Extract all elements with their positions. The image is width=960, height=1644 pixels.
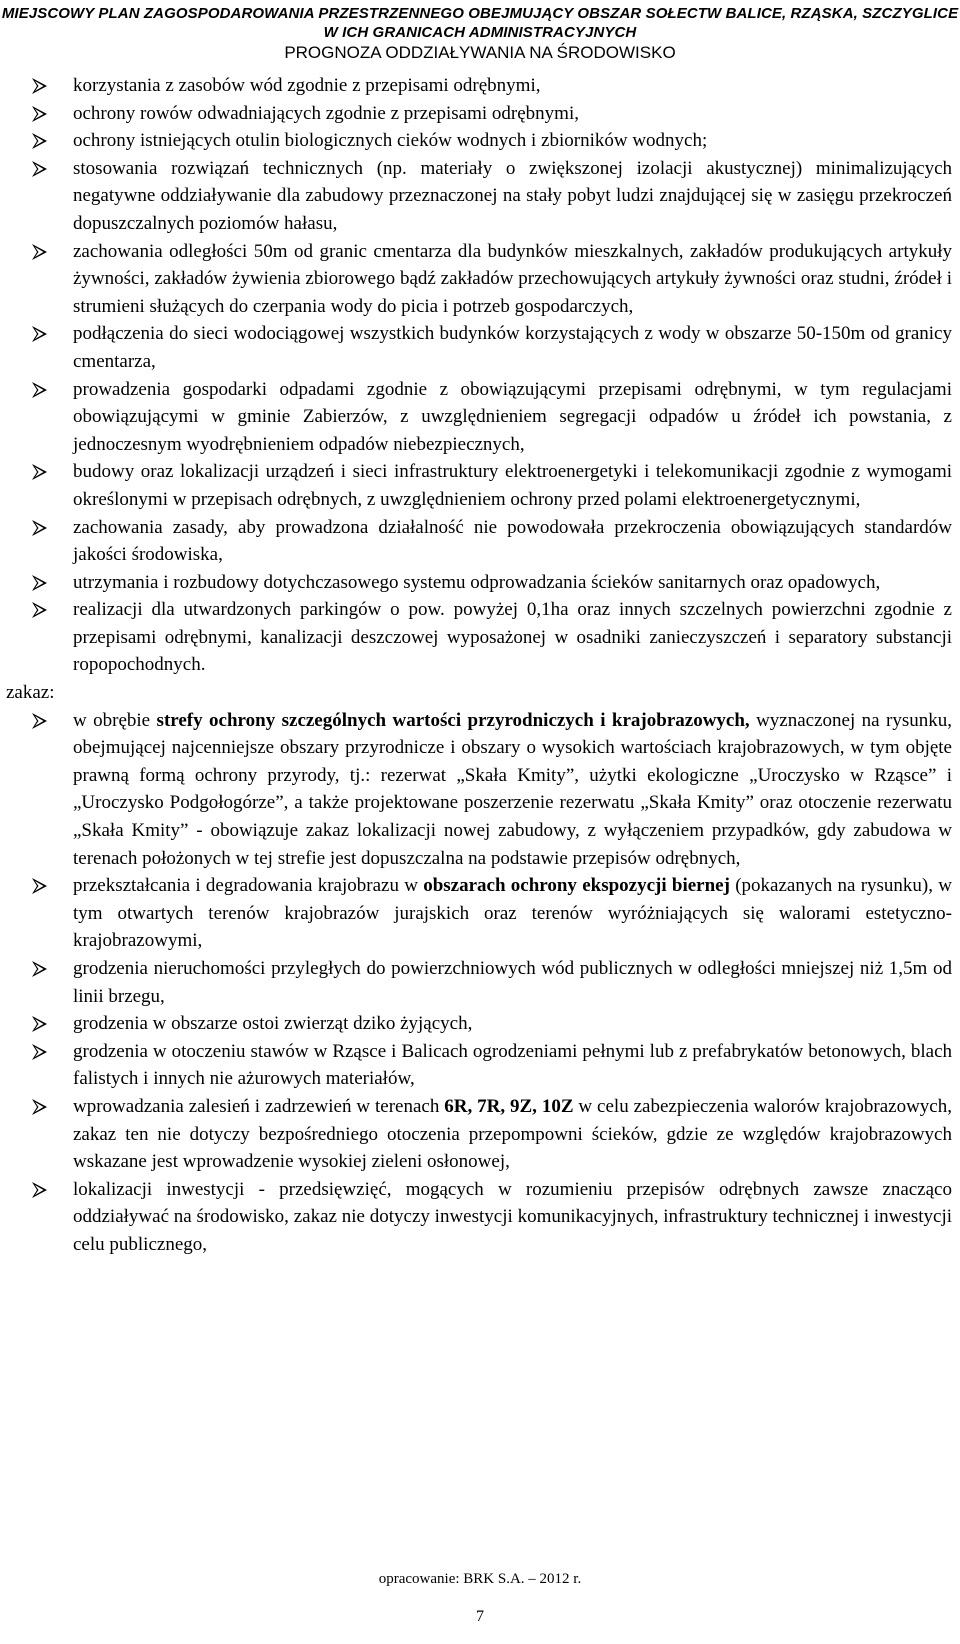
- arrowhead-bullet-icon: [31, 602, 47, 618]
- obligations-list: [0, 72, 960, 679]
- list-item: [0, 596, 960, 679]
- list-item-text: realizacji dla utwardzonych parkingów o pow. powyżej 0,1ha oraz innych szczelnych powierzchni zgodnie z przepisami odrębnymi, kanalizacji deszczowej wyposażonej w osadniki zanieczyszczeń i separatory substancji ropopochodnych.: [73, 599, 952, 676]
- arrowhead-bullet-icon: [31, 713, 47, 729]
- arrowhead-bullet-icon: [31, 382, 47, 398]
- list-item: [0, 155, 960, 238]
- list-item: [0, 100, 960, 128]
- arrowhead-bullet-icon: [31, 575, 47, 591]
- list-item: [0, 320, 960, 375]
- document-header: [0, 4, 960, 62]
- arrowhead-bullet-icon: [31, 161, 47, 177]
- list-item: [0, 707, 960, 873]
- list-item-text: podłączenia do sieci wodociągowej wszystkich budynków korzystających z wody w obszarze 50-150m od granicy cmentarza,: [73, 323, 952, 372]
- emphasized-text: strefy ochrony szczególnych wartości przyrodniczych i krajobrazowych,: [156, 709, 750, 731]
- list-item: [0, 127, 960, 155]
- list-item-text: ochrony rowów odwadniających zgodnie z przepisami odrębnymi,: [73, 102, 579, 124]
- list-item: [0, 72, 960, 100]
- list-item-text: wprowadzania zalesień i zadrzewień w terenach: [73, 1095, 445, 1117]
- arrowhead-bullet-icon: [31, 961, 47, 977]
- arrowhead-bullet-icon: [31, 133, 47, 149]
- arrowhead-bullet-icon: [31, 78, 47, 94]
- list-item-text: w celu zabezpieczenia walorów krajobrazowych, zakaz ten nie dotyczy bezpośredniego otoczenia przepompowni ścieków, gdzie ze względów krajobrazowych wskazane jest wprowadzenie wysokiej zieleni osłonowej,: [73, 1095, 952, 1173]
- arrowhead-bullet-icon: [31, 520, 47, 536]
- arrowhead-bullet-icon: [31, 106, 47, 122]
- header-plan-subtitle: W ICH GRANICACH ADMINISTRACYJNYCH: [323, 24, 637, 41]
- page-number: 7: [476, 1608, 484, 1625]
- prohibitions-list: [0, 707, 960, 1259]
- list-item: [0, 376, 960, 459]
- list-item: [0, 1093, 960, 1176]
- arrowhead-bullet-icon: [31, 878, 47, 894]
- list-item-text: zachowania zasady, aby prowadzona działalność nie powodowała przekroczenia obowiązujących standardów jakości środowiska,: [73, 516, 952, 566]
- list-item: [0, 1010, 960, 1038]
- list-item-text: w obrębie: [73, 709, 157, 731]
- arrowhead-bullet-icon: [31, 1099, 47, 1115]
- list-item: [0, 569, 960, 597]
- header-plan-title: MIEJSCOWY PLAN ZAGOSPODAROWANIA PRZESTRZENNEGO OBEJMUJĄCY OBSZAR SOŁECTW BALICE, RZĄSKA, SZCZYGLICE: [1, 5, 959, 22]
- arrowhead-bullet-icon: [31, 326, 47, 342]
- list-item-text: budowy oraz lokalizacji urządzeń i sieci infrastruktury elektroenergetyki i telekomunikacji zgodnie z wymogami określonymi w przepisach odrębnych, z uwzględnieniem ochrony przed polami elektroenergetycznymi,: [73, 461, 952, 510]
- list-item: [0, 872, 960, 955]
- arrowhead-bullet-icon: [31, 244, 47, 260]
- list-item: [0, 1176, 960, 1259]
- list-item-text: grodzenia w obszarze ostoi zwierząt dziko żyjących,: [73, 1013, 473, 1035]
- arrowhead-bullet-icon: [31, 1182, 47, 1198]
- list-item: [0, 238, 960, 321]
- list-item-text: korzystania z zasobów wód zgodnie z przepisami odrębnymi,: [73, 75, 541, 96]
- list-item-text: lokalizacji inwestycji - przedsięwzięć, mogących w rozumieniu przepisów odrębnych zawsze znacząco oddziaływać na środowisko, zakaz nie dotyczy inwestycji komunikacyjnych, infrastruktury technicznej i inwestycji celu publicznego,: [73, 1178, 952, 1255]
- footer-credit: opracowanie: BRK S.A. – 2012 r.: [378, 1571, 582, 1587]
- list-item-text: utrzymania i rozbudowy dotychczasowego systemu odprowadzania ścieków sanitarnych oraz opadowych,: [73, 571, 881, 593]
- list-item-text: prowadzenia gospodarki odpadami zgodnie z obowiązującymi przepisami odrębnymi, w tym regulacjami obowiązującymi w gminie Zabierzów, z uwzględnieniem segregacji odpadów u źródeł ich powstania, z jednoczesnym wyodrębnieniem odpadów niebezpiecznych,: [73, 378, 952, 455]
- header-section-title: PROGNOZA ODDZIAŁYWANIA NA ŚRODOWISKO: [284, 43, 676, 62]
- list-item-text: stosowania rozwiązań technicznych (np. materiały o zwiększonej izolacji akustycznej) minimalizujących negatywne oddziaływanie dla zabudowy przeznaczonej na stały pobyt ludzi znajdującej się w zasięgu przekroczeń dopuszczalnych poziomów hałasu,: [73, 157, 952, 234]
- emphasized-text: obszarach ochrony ekspozycji biernej: [423, 875, 730, 897]
- emphasized-text: 6R, 7R, 9Z, 10Z: [444, 1095, 574, 1117]
- list-item: [0, 514, 960, 569]
- arrowhead-bullet-icon: [31, 1044, 47, 1060]
- list-item: [0, 458, 960, 513]
- list-item-text: zachowania odległości 50m od granic cmentarza dla budynków mieszkalnych, zakładów produkujących artykuły żywności, zakładów żywienia zbiorowego bądź zakładów przechowujących artykuły żywności oraz studni, źródeł i strumieni służących do czerpania wody do picia i potrzeb gospodarczych,: [73, 240, 952, 317]
- list-item-text: grodzenia w otoczeniu stawów w Rząsce i Balicach ogrodzeniami pełnymi lub z prefabrykatów betonowych, blach falistych i innych nie ażurowych materiałów,: [73, 1040, 952, 1090]
- list-item: [0, 955, 960, 1010]
- arrowhead-bullet-icon: [31, 1016, 47, 1032]
- list-item-text: grodzenia nieruchomości przyległych do powierzchniowych wód publicznych w odległości mniejszej niż 1,5m od linii brzegu,: [73, 958, 952, 1007]
- list-item-text: przekształcania i degradowania krajobrazu w: [73, 875, 424, 897]
- document-body: [0, 72, 960, 1259]
- list-item-text: (pokazanych na rysunku), w tym otwartych terenów krajobrazów jurajskich oraz terenów wyróżniających się walorami estetyczno-krajobrazowymi,: [73, 875, 952, 952]
- prohibitions-label: zakaz:: [6, 682, 55, 704]
- list-item-text: wyznaczonej na rysunku, obejmującej najcenniejsze obszary przyrodnicze i obszary o wysokich wartościach krajobrazowych, w tym objęte prawną formą ochrony przyrody, tj.: rezerwat „Skała Kmity”, użytki ekologiczne „Uroczysko w Rząsce” i „Uroczysko Podgołogórze”, a także projektowane poszerzenie rezerwatu „Skała Kmity” oraz otoczenie rezerwatu „Skała Kmity” - obowiązuje zakaz lokalizacji nowej zabudowy, z wyłączeniem przypadków, gdy zabudowa w terenach położonych w tej strefie jest dopuszczalna na podstawie przepisów odrębnych,: [73, 709, 952, 869]
- arrowhead-bullet-icon: [31, 464, 47, 480]
- list-item: [0, 1038, 960, 1093]
- list-item-text: ochrony istniejących otulin biologicznych cieków wodnych i zbiorników wodnych;: [73, 130, 708, 152]
